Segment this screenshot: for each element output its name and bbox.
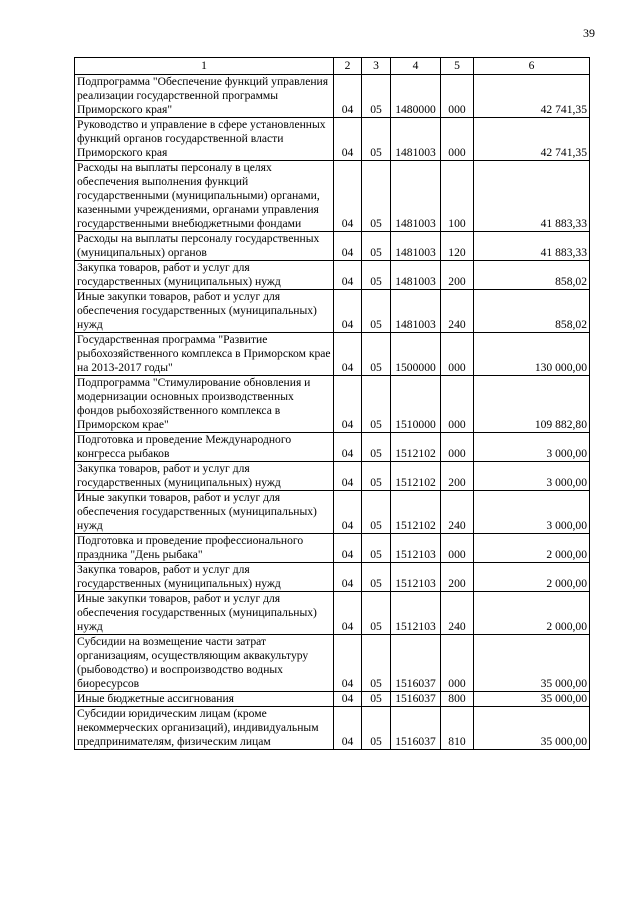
row-subsection-cell: 05 [362, 635, 391, 692]
row-amount-cell: 3 000,00 [474, 433, 590, 462]
row-subsection-cell: 05 [362, 592, 391, 635]
row-subsection-cell: 05 [362, 563, 391, 592]
row-target-code-cell: 1481003 [391, 232, 441, 261]
row-target-code-cell: 1512102 [391, 491, 441, 534]
row-target-code-cell: 1481003 [391, 161, 441, 232]
row-name-cell: Иные закупки товаров, работ и услуг для обеспечения государственных (муниципальных) нужд [75, 491, 334, 534]
row-expense-type-cell: 800 [441, 692, 474, 707]
row-subsection-cell: 05 [362, 692, 391, 707]
row-name-cell: Подготовка и проведение Международного конгресса рыбаков [75, 433, 334, 462]
row-subsection-cell: 05 [362, 462, 391, 491]
row-target-code-cell: 1512103 [391, 534, 441, 563]
row-amount-cell: 2 000,00 [474, 592, 590, 635]
row-section-cell: 04 [334, 232, 362, 261]
row-expense-type-cell: 240 [441, 290, 474, 333]
row-name-cell: Расходы на выплаты персоналу в целях обеспечения выполнения функций государственными (муниципальными) органами, казенными учреждениями, органами управления государственными внебюджетными фондами [75, 161, 334, 232]
row-name-cell: Иные закупки товаров, работ и услуг для обеспечения государственных (муниципальных) нужд [75, 592, 334, 635]
row-section-cell: 04 [334, 592, 362, 635]
row-section-cell: 04 [334, 161, 362, 232]
row-target-code-cell: 1481003 [391, 118, 441, 161]
row-name-cell: Закупка товаров, работ и услуг для государственных (муниципальных) нужд [75, 462, 334, 491]
row-amount-cell: 35 000,00 [474, 635, 590, 692]
row-subsection-cell: 05 [362, 75, 391, 118]
table-row [75, 491, 590, 534]
budget-table [74, 57, 590, 750]
row-name-cell: Иные бюджетные ассигнования [75, 692, 334, 707]
row-name-cell: Субсидии на возмещение части затрат организациям, осуществляющим аквакультуру (рыбоводство) и воспроизводство водных биоресурсов [75, 635, 334, 692]
header-cell: 3 [362, 58, 391, 75]
row-expense-type-cell: 000 [441, 376, 474, 433]
table-row [75, 563, 590, 592]
row-expense-type-cell: 000 [441, 433, 474, 462]
row-name-cell: Закупка товаров, работ и услуг для государственных (муниципальных) нужд [75, 261, 334, 290]
page-number: 39 [583, 26, 595, 40]
row-amount-cell: 42 741,35 [474, 75, 590, 118]
row-target-code-cell: 1512103 [391, 563, 441, 592]
row-subsection-cell: 05 [362, 707, 391, 750]
row-target-code-cell: 1512102 [391, 462, 441, 491]
row-amount-cell: 3 000,00 [474, 462, 590, 491]
table-row [75, 118, 590, 161]
row-expense-type-cell: 000 [441, 333, 474, 376]
row-expense-type-cell: 000 [441, 635, 474, 692]
row-subsection-cell: 05 [362, 433, 391, 462]
row-expense-type-cell: 200 [441, 462, 474, 491]
table-row [75, 692, 590, 707]
table-row [75, 462, 590, 491]
table-row [75, 232, 590, 261]
row-section-cell: 04 [334, 333, 362, 376]
row-target-code-cell: 1510000 [391, 376, 441, 433]
row-expense-type-cell: 000 [441, 534, 474, 563]
row-amount-cell: 858,02 [474, 261, 590, 290]
table-row [75, 635, 590, 692]
row-amount-cell: 130 000,00 [474, 333, 590, 376]
row-section-cell: 04 [334, 707, 362, 750]
row-target-code-cell: 1516037 [391, 692, 441, 707]
row-name-cell: Подпрограмма "Обеспечение функций управления реализации государственной программы Приморского края" [75, 75, 334, 118]
table-row [75, 161, 590, 232]
row-section-cell: 04 [334, 563, 362, 592]
row-name-cell: Руководство и управление в сфере установленных функций органов государственной власти Приморского края [75, 118, 334, 161]
table-row [75, 261, 590, 290]
row-amount-cell: 858,02 [474, 290, 590, 333]
row-expense-type-cell: 120 [441, 232, 474, 261]
row-subsection-cell: 05 [362, 118, 391, 161]
row-target-code-cell: 1512103 [391, 592, 441, 635]
row-name-cell: Подготовка и проведение профессионального праздника "День рыбака" [75, 534, 334, 563]
row-section-cell: 04 [334, 118, 362, 161]
row-amount-cell: 35 000,00 [474, 707, 590, 750]
header-cell: 5 [441, 58, 474, 75]
row-section-cell: 04 [334, 261, 362, 290]
row-target-code-cell: 1512102 [391, 433, 441, 462]
row-subsection-cell: 05 [362, 290, 391, 333]
row-amount-cell: 109 882,80 [474, 376, 590, 433]
row-target-code-cell: 1480000 [391, 75, 441, 118]
row-name-cell: Закупка товаров, работ и услуг для государственных (муниципальных) нужд [75, 563, 334, 592]
table-row [75, 592, 590, 635]
table-row [75, 707, 590, 750]
row-amount-cell: 3 000,00 [474, 491, 590, 534]
row-section-cell: 04 [334, 692, 362, 707]
table-row [75, 433, 590, 462]
table-row [75, 290, 590, 333]
row-section-cell: 04 [334, 433, 362, 462]
row-section-cell: 04 [334, 462, 362, 491]
row-section-cell: 04 [334, 635, 362, 692]
row-subsection-cell: 05 [362, 333, 391, 376]
row-subsection-cell: 05 [362, 232, 391, 261]
row-name-cell: Расходы на выплаты персоналу государственных (муниципальных) органов [75, 232, 334, 261]
header-cell: 1 [75, 58, 334, 75]
row-subsection-cell: 05 [362, 376, 391, 433]
row-section-cell: 04 [334, 376, 362, 433]
row-expense-type-cell: 240 [441, 491, 474, 534]
row-name-cell: Государственная программа "Развитие рыбохозяйственного комплекса в Приморском крае на 2013-2017 годы" [75, 333, 334, 376]
row-amount-cell: 41 883,33 [474, 232, 590, 261]
row-name-cell: Иные закупки товаров, работ и услуг для обеспечения государственных (муниципальных) нужд [75, 290, 334, 333]
row-section-cell: 04 [334, 491, 362, 534]
row-amount-cell: 35 000,00 [474, 692, 590, 707]
table-row [75, 333, 590, 376]
row-subsection-cell: 05 [362, 534, 391, 563]
row-amount-cell: 2 000,00 [474, 534, 590, 563]
row-target-code-cell: 1481003 [391, 290, 441, 333]
row-section-cell: 04 [334, 290, 362, 333]
header-row [75, 58, 590, 75]
row-amount-cell: 41 883,33 [474, 161, 590, 232]
row-name-cell: Подпрограмма "Стимулирование обновления и модернизации основных производственных фондов рыбохозяйственного комплекса в Приморском крае" [75, 376, 334, 433]
row-subsection-cell: 05 [362, 261, 391, 290]
header-cell: 4 [391, 58, 441, 75]
row-target-code-cell: 1516037 [391, 707, 441, 750]
row-subsection-cell: 05 [362, 491, 391, 534]
row-target-code-cell: 1516037 [391, 635, 441, 692]
row-target-code-cell: 1481003 [391, 261, 441, 290]
row-section-cell: 04 [334, 534, 362, 563]
row-target-code-cell: 1500000 [391, 333, 441, 376]
row-expense-type-cell: 100 [441, 161, 474, 232]
row-name-cell: Субсидии юридическим лицам (кроме некоммерческих организаций), индивидуальным предпринимателям, физическим лицам [75, 707, 334, 750]
table-row [75, 75, 590, 118]
row-expense-type-cell: 000 [441, 118, 474, 161]
row-expense-type-cell: 810 [441, 707, 474, 750]
row-amount-cell: 2 000,00 [474, 563, 590, 592]
table-row [75, 534, 590, 563]
row-subsection-cell: 05 [362, 161, 391, 232]
table-body [75, 75, 590, 750]
row-expense-type-cell: 200 [441, 261, 474, 290]
row-expense-type-cell: 000 [441, 75, 474, 118]
header-cell: 6 [474, 58, 590, 75]
row-expense-type-cell: 240 [441, 592, 474, 635]
row-amount-cell: 42 741,35 [474, 118, 590, 161]
row-expense-type-cell: 200 [441, 563, 474, 592]
table-row [75, 376, 590, 433]
row-section-cell: 04 [334, 75, 362, 118]
header-cell: 2 [334, 58, 362, 75]
